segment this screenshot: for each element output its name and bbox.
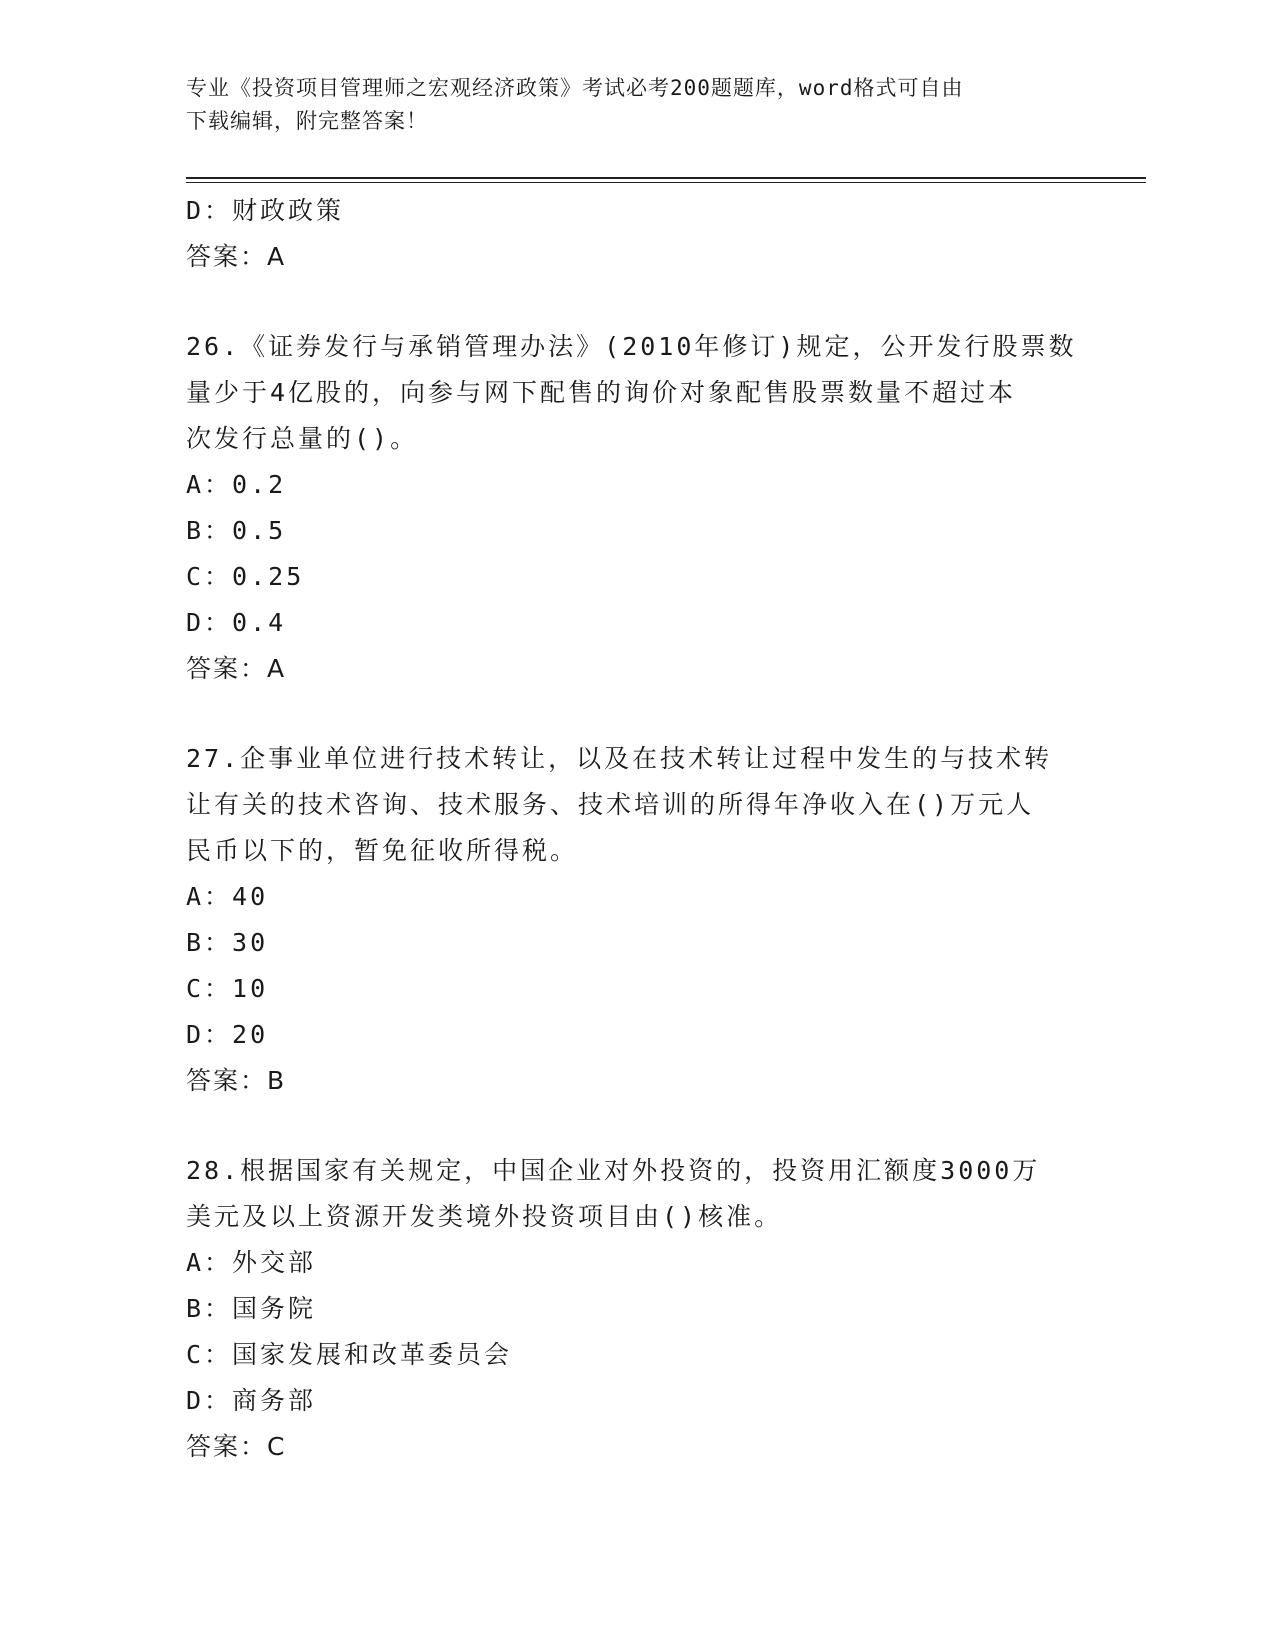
question-stem-line: 民币以下的，暂免征收所得税。	[186, 836, 579, 865]
question-stem-line: 让有关的技术咨询、技术服务、技术培训的所得年净收入在()万元人	[186, 790, 1035, 819]
spacer	[186, 1104, 1086, 1148]
spacer	[186, 692, 1086, 736]
header-line-1: 专业《投资项目管理师之宏观经济政策》考试必考200题题库，word格式可自由	[186, 76, 964, 100]
header-line-2: 下载编辑，附完整答案！	[186, 109, 428, 133]
document-header	[186, 72, 1086, 138]
question-27	[186, 736, 1086, 1104]
spacer	[186, 280, 1086, 324]
option-c: C：10	[186, 974, 269, 1003]
question-stem-line: 次发行总量的()。	[186, 424, 419, 453]
question-content	[186, 188, 1086, 1470]
header-rule-thin	[186, 182, 1146, 183]
option-b: B：0.5	[186, 516, 287, 545]
option-a: A：0.2	[186, 470, 287, 499]
question-stem-line: 28.根据国家有关规定，中国企业对外投资的，投资用汇额度3000万	[186, 1156, 1041, 1185]
prev-option-d: D：财政政策	[186, 196, 345, 225]
question-stem-line: 26.《证券发行与承销管理办法》(2010年修订)规定，公开发行股票数	[186, 332, 1077, 361]
question-26	[186, 324, 1086, 692]
header-rule-thick	[186, 177, 1146, 179]
answer: 答案：B	[186, 1066, 287, 1095]
option-d: D：0.4	[186, 608, 287, 637]
question-stem-line: 量少于4亿股的，向参与网下配售的询价对象配售股票数量不超过本	[186, 378, 1017, 407]
question-stem-line: 27.企事业单位进行技术转让，以及在技术转让过程中发生的与技术转	[186, 744, 1053, 773]
question-stem-line: 美元及以上资源开发类境外投资项目由()核准。	[186, 1202, 783, 1231]
option-d: D：20	[186, 1020, 269, 1049]
option-c: C：国家发展和改革委员会	[186, 1340, 513, 1369]
option-a: A：40	[186, 882, 269, 911]
option-c: C：0.25	[186, 562, 305, 591]
option-d: D：商务部	[186, 1386, 317, 1415]
option-a: A：外交部	[186, 1248, 317, 1277]
option-b: B：30	[186, 928, 269, 957]
answer: 答案：A	[186, 654, 287, 683]
prev-answer: 答案：A	[186, 242, 287, 271]
answer: 答案：C	[186, 1432, 287, 1461]
question-28	[186, 1148, 1086, 1470]
option-b: B：国务院	[186, 1294, 317, 1323]
